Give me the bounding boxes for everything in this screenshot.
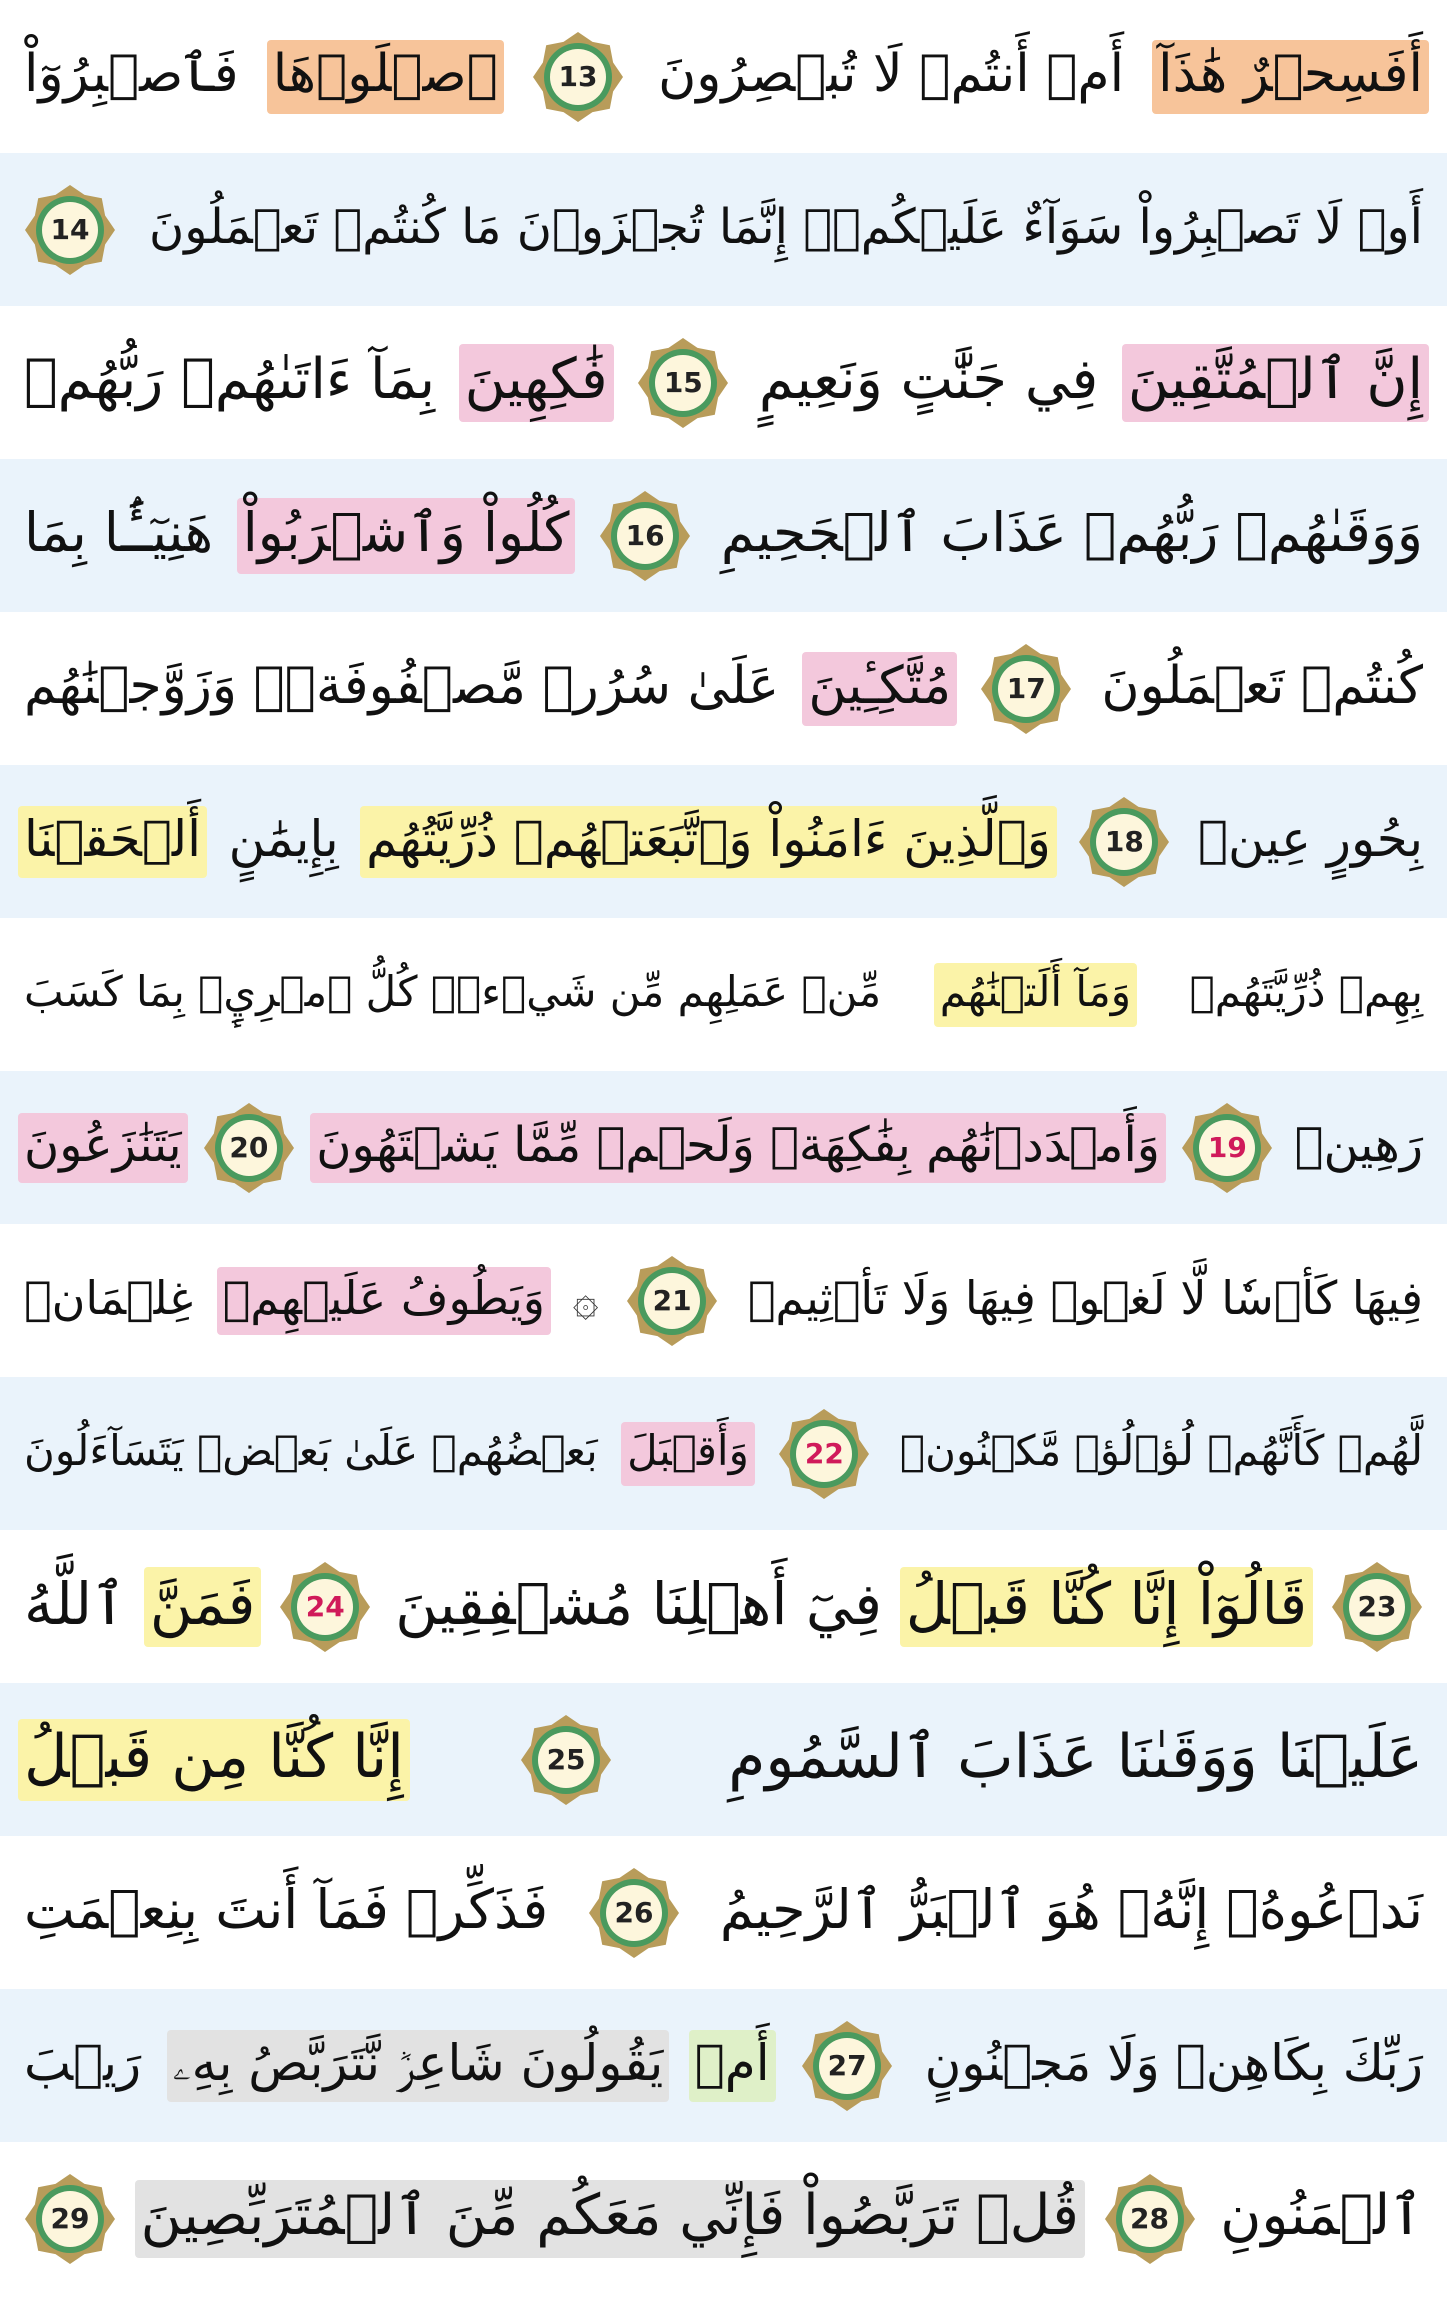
highlighted-phrase: وَيَطُوفُ عَلَيۡهِمۡ xyxy=(217,1267,551,1335)
ayah-number: 22 xyxy=(804,1437,844,1470)
ayah-end-marker-icon xyxy=(801,2020,893,2112)
highlighted-phrase: إِنَّا كُنَّا مِن قَبۡلُ xyxy=(18,1719,410,1801)
verse-text: فِي جَنَّٰتٍ وَنَعِيمٍ xyxy=(758,346,1099,412)
ayah-number: 26 xyxy=(614,1896,654,1929)
text-line xyxy=(0,2142,1447,2295)
highlighted-phrase: وَأَقۡبَلَ xyxy=(621,1422,755,1486)
ayah-end-marker-icon xyxy=(588,1867,680,1959)
text-line xyxy=(0,459,1447,612)
highlighted-phrase: أَلۡحَقۡنَا xyxy=(18,806,207,878)
text-line xyxy=(0,1071,1447,1224)
ayah-number: 13 xyxy=(558,60,598,93)
verse-text: كُنتُمۡ تَعۡمَلُونَ xyxy=(1101,655,1423,716)
verse-text: نَدۡعُوهُۖ إِنَّهُۥ هُوَ ٱلۡبَرُّ ٱلرَّحِيمُ xyxy=(719,1877,1423,1941)
verse-text: أَمۡ أَنتُمۡ لَا تُبۡصِرُونَ xyxy=(658,43,1125,104)
ayah-end-marker-icon xyxy=(1181,1102,1273,1194)
verse-text: لَّهُمۡ كَأَنَّهُمۡ لُؤۡلُؤٞ مَّكۡنُونٞ xyxy=(899,1425,1423,1475)
text-line xyxy=(0,1836,1447,1989)
text-line xyxy=(0,612,1447,765)
ayah-end-marker-icon xyxy=(599,490,691,582)
text-line xyxy=(0,306,1447,459)
ayah-end-marker-icon xyxy=(637,337,729,429)
ayah-number: 16 xyxy=(625,519,665,552)
text-line xyxy=(0,1377,1447,1530)
ayah-end-marker-icon xyxy=(626,1255,718,1347)
ayah-end-marker-icon xyxy=(532,31,624,123)
ayah-end-marker-icon xyxy=(203,1102,295,1194)
highlighted-phrase: أَفَسِحۡرٌ هَٰذَآ xyxy=(1152,40,1429,114)
text-line xyxy=(0,918,1447,1071)
ayah-number: 21 xyxy=(652,1284,692,1317)
highlighted-phrase: ٱصۡلَوۡهَا xyxy=(267,40,504,114)
verse-text: ٱلۡمَنُونِ xyxy=(1220,2182,1423,2248)
ayah-number: 27 xyxy=(827,2049,867,2082)
ayah-number: 28 xyxy=(1130,2202,1169,2235)
highlighted-phrase: قَالُوٓاْ إِنَّا كُنَّا قَبۡلُ xyxy=(900,1567,1313,1647)
verse-text: وَوَقَىٰهُمۡ رَبُّهُمۡ عَذَابَ ٱلۡجَحِيمِ xyxy=(720,500,1423,564)
verse-text: عَلَىٰ سُرُرٖ مَّصۡفُوفَةٖۖ وَزَوَّجۡنَٰهُم xyxy=(24,655,780,716)
ayah-number: 19 xyxy=(1207,1131,1247,1164)
verse-text: عَلَيۡنَا وَوَقَىٰنَا عَذَابَ ٱلسَّمُومِ xyxy=(728,1721,1423,1792)
ayah-end-marker-icon xyxy=(520,1714,612,1806)
text-line xyxy=(0,1989,1447,2142)
text-line xyxy=(0,1224,1447,1377)
text-line xyxy=(0,153,1447,306)
highlighted-phrase: وَمَآ أَلَتۡنَٰهُم xyxy=(934,963,1137,1027)
verse-text: رَهِينٞ xyxy=(1294,1116,1423,1173)
ayah-end-marker-icon xyxy=(279,1561,371,1653)
ayah-number: 14 xyxy=(50,213,90,246)
verse-text: بِمَآ ءَاتَىٰهُمۡ رَبُّهُمۡ xyxy=(24,346,436,412)
highlighted-phrase: فَٰكِهِينَ xyxy=(459,344,614,422)
highlighted-phrase: يَقُولُونَ شَاعِرٞ نَّتَرَبَّصُ بِهِۦ xyxy=(167,2030,670,2102)
ayah-end-marker-icon xyxy=(24,184,116,276)
verse-text: غِلۡمَانٞ xyxy=(24,1270,193,1325)
ayah-number: 20 xyxy=(229,1131,269,1164)
verse-text: فَٱصۡبِرُوٓاْ xyxy=(24,43,239,104)
ayah-end-marker-icon xyxy=(778,1408,870,1500)
highlighted-phrase: أَمۡ xyxy=(689,2030,776,2102)
highlighted-phrase: فَمَنَّ xyxy=(144,1567,261,1647)
text-line xyxy=(0,1683,1447,1836)
ayah-end-marker-icon xyxy=(1104,2173,1196,2265)
highlighted-phrase: وَٱلَّذِينَ ءَامَنُواْ وَٱتَّبَعَتۡهُمۡ ذُرِّيَّتُهُم xyxy=(360,806,1057,878)
text-line xyxy=(0,765,1447,918)
text-line xyxy=(0,1530,1447,1683)
verse-text: ٱللَّهُ xyxy=(24,1569,126,1638)
ayah-end-marker-icon xyxy=(1331,1561,1423,1653)
verse-text: بِإِيمَٰنٍ xyxy=(228,809,339,868)
verse-text: فِيهَا كَأۡسٗا لَّا لَغۡوٞ فِيهَا وَلَا تَأۡثِيمٞ xyxy=(747,1270,1423,1325)
highlighted-phrase: قُلۡ تَرَبَّصُواْ فَإِنِّي مَعَكُم مِّنَ ٱلۡمُتَرَبِّصِينَ xyxy=(135,2180,1085,2258)
highlighted-phrase: يَتَنَٰزَعُونَ xyxy=(18,1113,188,1183)
ayah-end-marker-icon xyxy=(980,643,1072,735)
verse-text: رَبِّكَ بِكَاهِنٖ وَلَا مَجۡنُونٍ xyxy=(924,2033,1423,2092)
ayah-number: 23 xyxy=(1357,1590,1397,1623)
verse-text: بَعۡضُهُمۡ عَلَىٰ بَعۡضٖ يَتَسَآءَلُونَ xyxy=(24,1425,598,1475)
highlighted-phrase: كُلُواْ وَٱشۡرَبُواْ xyxy=(237,498,576,574)
verse-text: بِهِمۡ ذُرِّيَّتَهُمۡ xyxy=(1189,966,1423,1016)
highlighted-phrase: مُتَّكِـِٔينَ xyxy=(802,652,957,726)
ayah-number: 24 xyxy=(305,1590,345,1623)
ayah-number: 17 xyxy=(1006,672,1046,705)
verse-text: فَذَكِّرۡ فَمَآ أَنتَ بِنِعۡمَتِ xyxy=(24,1877,549,1941)
ayah-number: 18 xyxy=(1104,825,1144,858)
ayah-number: 25 xyxy=(546,1743,586,1776)
ayah-end-marker-icon xyxy=(24,2173,116,2265)
highlighted-phrase: وَأَمۡدَدۡنَٰهُم بِفَٰكِهَةٖ وَلَحۡمٖ مِّمَّا يَشۡتَهُونَ xyxy=(310,1113,1166,1183)
verse-text: أَوۡ لَا تَصۡبِرُواْ سَوَآءٌ عَلَيۡكُمۡۖ إِنَّمَا تُجۡزَوۡنَ مَا كُنتُمۡ تَعۡمَلُونَ xyxy=(149,198,1423,255)
ayah-number: 29 xyxy=(50,2202,90,2235)
verse-text: هَنِيٓـَٔۢا بِمَا xyxy=(24,500,214,564)
verse-text: فِيٓ أَهۡلِنَا مُشۡفِقِينَ xyxy=(395,1569,882,1638)
verse-text: رَيۡبَ xyxy=(24,2033,142,2092)
rub-el-hizb-icon: ۞ xyxy=(572,1275,599,1326)
verse-text: مِّنۡ عَمَلِهِم مِّن شَيۡءٖۚ كُلُّ ٱمۡرِيِٕۭ بِمَا كَسَبَ xyxy=(24,966,882,1016)
ayah-end-marker-icon xyxy=(1078,796,1170,888)
verse-text: بِحُورٍ عِينٖ xyxy=(1197,809,1423,868)
highlighted-phrase: إِنَّ ٱلۡمُتَّقِينَ xyxy=(1122,344,1429,422)
text-line xyxy=(0,0,1447,153)
ayah-number: 15 xyxy=(663,366,703,399)
